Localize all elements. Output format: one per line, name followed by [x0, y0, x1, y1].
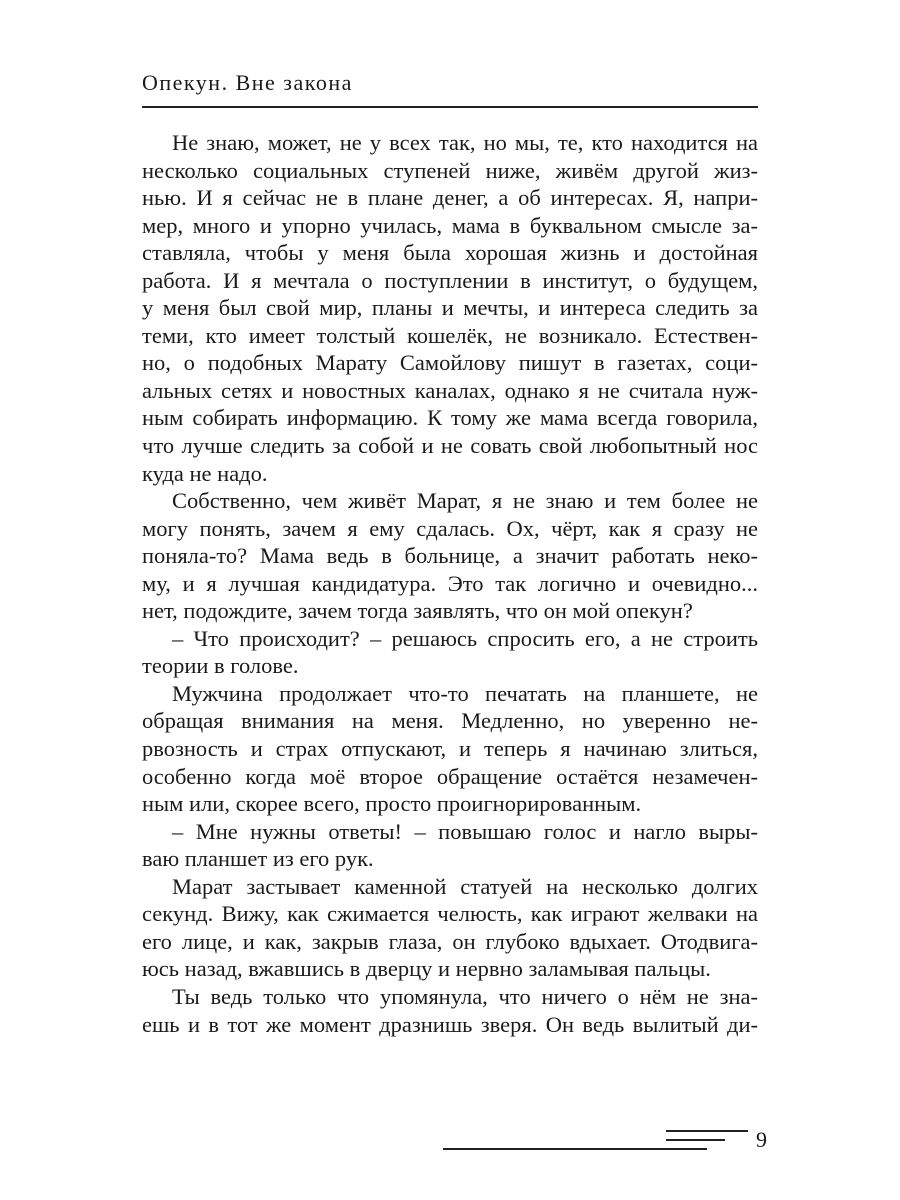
text-line: мер, много и упорно училась, мама в буквальном смысле за- [142, 212, 758, 238]
text-line: Собственно, чем живёт Марат, я не знаю и тем более не [172, 488, 758, 514]
text-line: ставляла, чтобы у меня была хорошая жизнь и достойная [142, 240, 758, 266]
paragraph [142, 129, 758, 487]
text-line: му, и я лучшая кандидатура. Это так логично и очевидно... [142, 570, 758, 596]
text-line: секунд. Вижу, как сжимается челюсть, как играют желваки на [142, 901, 758, 927]
paragraph [142, 625, 758, 680]
running-header: Опекун. Вне закона [142, 70, 353, 95]
paragraph [142, 487, 758, 625]
paragraph [142, 983, 758, 1038]
text-line: альных сетях и новостных каналах, однако я не считала нуж- [142, 377, 758, 403]
paragraph [142, 818, 758, 873]
text-line: теми, кто имеет толстый кошелёк, не возникало. Естествен- [142, 322, 758, 348]
text-line: ешь и в тот же момент дразнишь зверя. Он ведь вылитый ди- [142, 1011, 758, 1037]
text-line: особенно когда моё второе обращение остаётся незамечен- [142, 763, 758, 789]
text-line: – Что происходит? – решаюсь спросить его, а не строить [172, 625, 758, 651]
text-line: – Мне нужны ответы! – повышаю голос и нагло выры- [172, 818, 758, 844]
footer-rule-long [443, 1148, 707, 1150]
text-line: Марат застывает каменной статуей на несколько долгих [172, 873, 758, 899]
text-line: ваю планшет из его рук. [142, 846, 374, 872]
text-line: поняла-то? Мама ведь в больнице, а значит работать неко- [142, 543, 758, 569]
header-rule [142, 106, 758, 108]
footer-rule-middle [666, 1139, 725, 1141]
text-line: Не знаю, может, не у всех так, но мы, те, кто находится на [172, 130, 758, 155]
text-line: ным или, скорее всего, просто проигнорированным. [142, 791, 642, 817]
text-line: его лице, и как, закрыв глаза, он глубоко вдыхает. Отодвига- [142, 928, 758, 954]
text-line: ным собирать информацию. К тому же мама всегда говорила, [142, 405, 758, 431]
page-number: 9 [756, 1127, 767, 1152]
paragraph [142, 873, 758, 983]
text-line: но, о подобных Марату Самойлову пишут в газетах, соци- [142, 350, 758, 376]
text-line: юсь назад, вжавшись в дверцу и нервно заламывая пальцы. [142, 956, 711, 982]
text-line: несколько социальных ступеней ниже, живём другой жиз- [142, 157, 758, 183]
text-line: нью. И я сейчас не в плане денег, а об интересах. Я, напри- [142, 185, 758, 211]
text-line: могу понять, зачем я ему сдалась. Ох, чёрт, как я сразу не [142, 515, 758, 541]
body-text [142, 129, 758, 1038]
text-line: куда не надо. [142, 460, 268, 486]
text-line: рвозность и страх отпускают, и теперь я начинаю злиться, [142, 736, 758, 762]
text-line: у меня был свой мир, планы и мечты, и интереса следить за [142, 295, 758, 321]
text-line: нет, подождите, зачем тогда заявлять, что он мой опекун? [142, 598, 693, 624]
footer-rule-top [666, 1130, 748, 1132]
paragraph [142, 680, 758, 818]
text-line: работа. И я мечтала о поступлении в институт, о будущем, [142, 267, 758, 293]
text-line: теории в голове. [142, 653, 299, 679]
text-line: Мужчина продолжает что-то печатать на планшете, не [172, 680, 758, 706]
text-line: обращая внимания на меня. Медленно, но уверенно не- [142, 708, 758, 734]
text-line: что лучше следить за собой и не совать свой любопытный нос [142, 433, 758, 459]
text-line: Ты ведь только что упомянула, что ничего о нём не зна- [172, 983, 758, 1009]
